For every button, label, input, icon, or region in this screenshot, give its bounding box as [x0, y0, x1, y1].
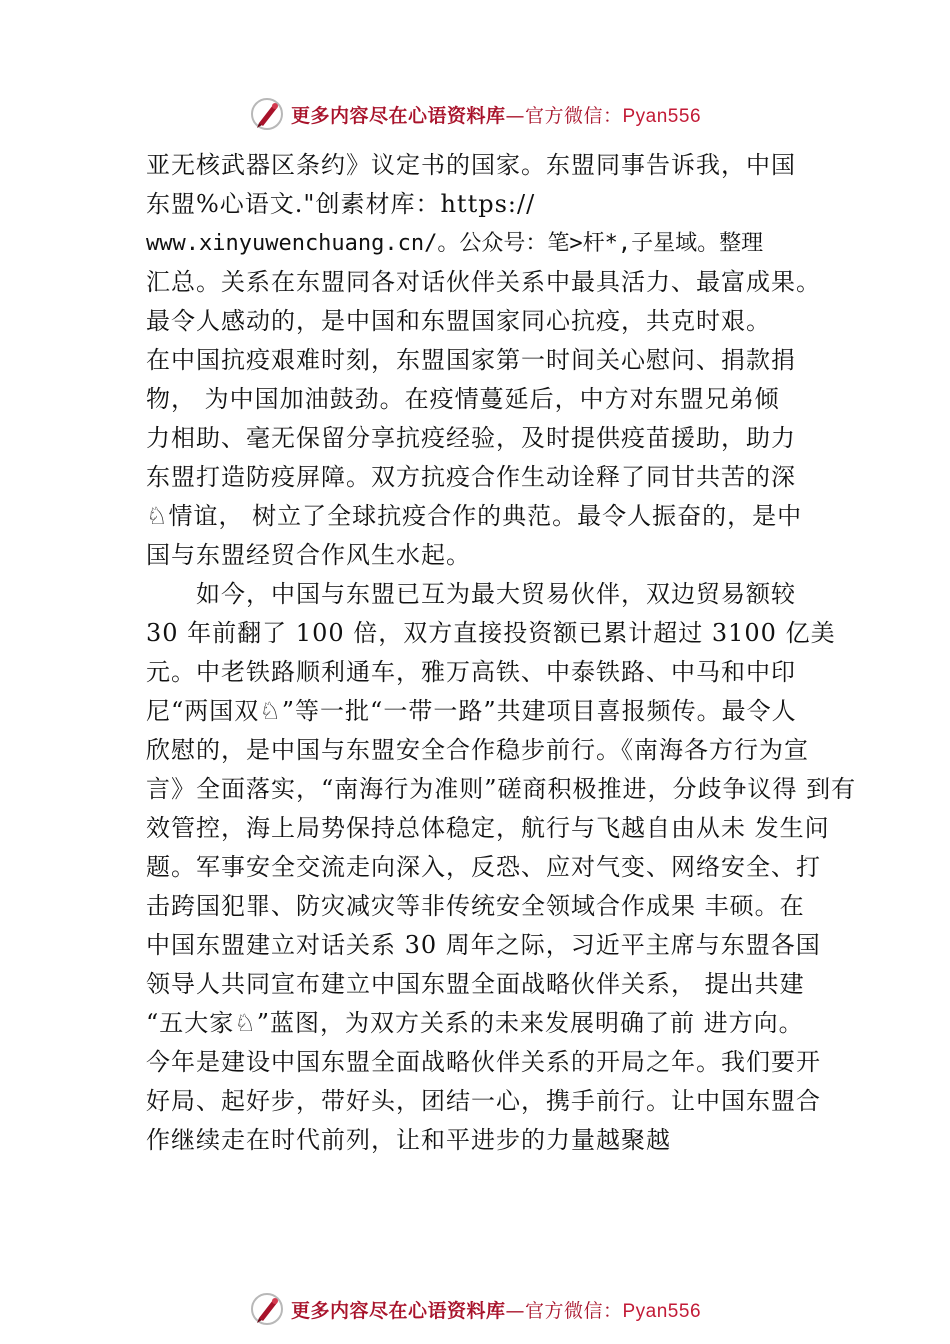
header-weixin: 官方微信： [524, 104, 623, 127]
body-line: 作继续走在时代前列，让和平进步的力量越聚越 [146, 1126, 671, 1154]
footer-main: 更多内容尽在心语资料库 [290, 1299, 506, 1322]
body-line: 欣慰的，是中国与东盟安全合作稳步前行。《南海各方行为宣 [146, 736, 809, 764]
header-id: Pyan556 [622, 105, 702, 127]
footer-text [291, 1296, 701, 1323]
body-line: 汇总。关系在东盟同各对话伙伴关系中最具活力、最富成果。 [146, 268, 821, 296]
header-main: 更多内容尽在心语资料库 [290, 104, 506, 127]
header-banner [0, 94, 950, 134]
header-text [291, 101, 701, 128]
pen-logo-icon [249, 96, 285, 132]
body-line: 言》全面落实，“南海行为准则”磋商积极推进，分歧争议得 到有 [146, 775, 857, 803]
body-line: 击跨国犯罪、防灾减灾等非传统安全领域合作成果 丰硕。在 [146, 892, 805, 920]
body-line: 元。中老铁路顺利通车，雅万高铁、中泰铁路、中马和中印 [146, 658, 796, 686]
document-body [146, 146, 857, 1160]
body-line: 亚无核武器区条约》议定书的国家。东盟同事告诉我，中国 [146, 151, 796, 179]
footer-banner [0, 1289, 950, 1329]
body-line: 尼“两国双♘”等一批“一带一路”共建项目喜报频传。最令人 [146, 697, 797, 725]
pen-logo-icon [249, 1291, 285, 1327]
footer-id: Pyan556 [622, 1300, 702, 1322]
body-line: 如今，中国与东盟已互为最大贸易伙伴，双边贸易额较 [196, 580, 796, 608]
body-line: 国与东盟经贸合作风生水起。 [146, 541, 471, 569]
body-line: 物， 为中国加油鼓劲。在疫情蔓延后，中方对东盟兄弟倾 [146, 385, 780, 413]
body-line: 效管控，海上局势保持总体稳定，航行与飞越自由从未 发生问 [146, 814, 830, 842]
body-line: 领导人共同宣布建立中国东盟全面战略伙伴关系， 提出共建 [146, 970, 805, 998]
body-line: “五大家♘”蓝图，为双方关系的未来发展明确了前 进方向。 [146, 1009, 804, 1037]
body-line: 30 年前翻了 100 倍，双方直接投资额已累计超过 3100 亿美 [146, 619, 836, 647]
body-line: www.xinyuwenchuang.cn/。公众号：笔>杆*,子星域。整理 [146, 231, 764, 256]
body-line: ♘情谊， 树立了全球抗疫合作的典范。最令人振奋的，是中 [146, 502, 803, 530]
body-line: 中国东盟建立对话关系 30 周年之际，习近平主席与东盟各国 [146, 931, 821, 959]
footer-weixin: 官方微信： [524, 1299, 623, 1322]
body-line: 力相助、毫无保留分享抗疫经验，及时提供疫苗援助，助力 [146, 424, 796, 452]
body-line: 好局、起好步，带好头，团结一心，携手前行。让中国东盟合 [146, 1087, 821, 1115]
body-line: 最令人感动的，是中国和东盟国家同心抗疫，共克时艰。 [146, 307, 771, 335]
body-line: 在中国抗疫艰难时刻，东盟国家第一时间关心慰问、捐款捐 [146, 346, 796, 374]
footer-sep: — [505, 1299, 525, 1322]
header-sep: — [505, 104, 525, 127]
body-line: 东盟打造防疫屏障。双方抗疫合作生动诠释了同甘共苦的深 [146, 463, 796, 491]
body-line: 今年是建设中国东盟全面战略伙伴关系的开局之年。我们要开 [146, 1048, 821, 1076]
body-line: 东盟%心语文."创素材库：https:// [146, 190, 536, 218]
body-line: 题。军事安全交流走向深入，反恐、应对气变、网络安全、打 [146, 853, 821, 881]
